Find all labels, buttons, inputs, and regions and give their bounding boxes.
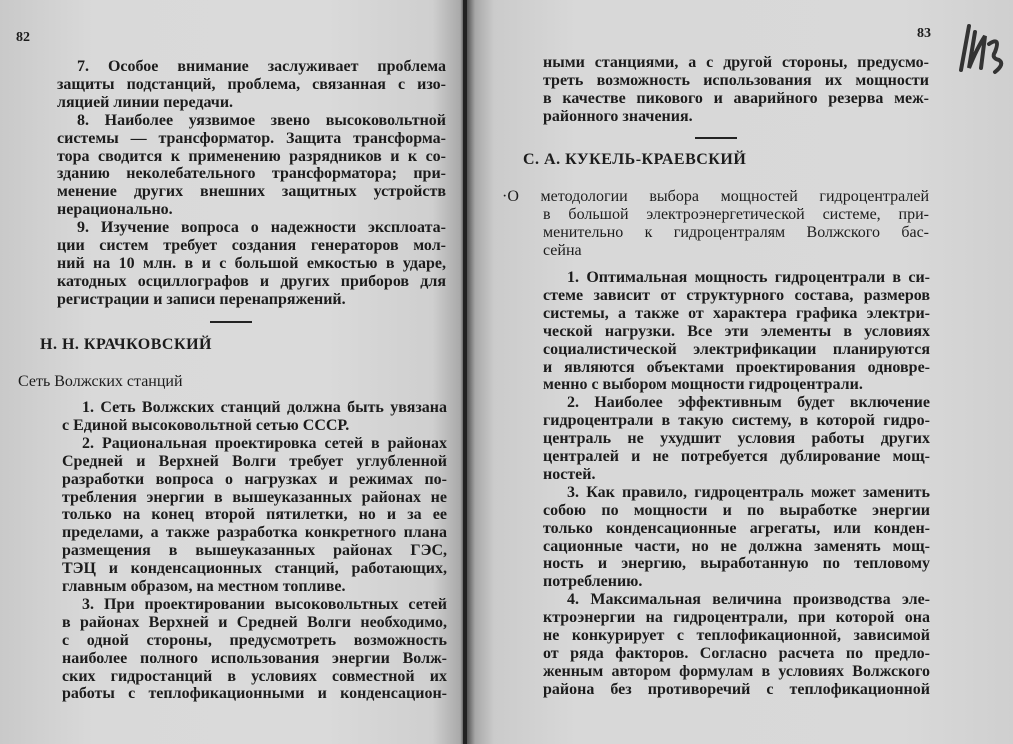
text-line: 7. Особое внимание заслуживает проблема	[77, 58, 446, 75]
text-line: централей и не потребуется дублирование мощ-	[543, 448, 930, 465]
text-line: катодных осциллографов и других приборов для	[57, 272, 446, 290]
text-line: ции систем требует создания генераторов мол-	[57, 237, 446, 254]
text-line: ТЭЦ и конденсационных станций, работающих,	[62, 560, 447, 578]
text-line: ческой нагрузки. Все эти элементы в условиях	[543, 322, 930, 340]
text-line: 3. При проектировании высоковольтных сетей	[82, 595, 447, 613]
text-line: ностей.	[543, 465, 596, 483]
text-line: регистрации и записи перенапряжений.	[57, 290, 346, 308]
text-line: ктроэнергии на гидроцентрали, при которой она	[543, 609, 930, 627]
text-line: Средней и Верхней Волги требует углубленной	[62, 452, 447, 470]
text-line: только конденсационные агрегаты, или конден-	[543, 519, 930, 537]
text-line: нерационально.	[57, 201, 173, 219]
text-line: 1. Сеть Волжских станций должна быть увязана	[82, 399, 447, 416]
text-line: 2. Наиболее эффективным будет включение	[567, 394, 930, 412]
text-line: системы, а также от характера графика электри-	[543, 304, 930, 322]
text-line: ний на 10 млн. в и с большой емкостью в ударе,	[57, 254, 446, 272]
title-line: менительно к гидроцентралям Волжского бас-	[543, 223, 929, 241]
text-line: тора сводится к применению разрядников и к со-	[57, 147, 446, 165]
text-line: ность и энергию, выработанную по тепловому	[543, 555, 930, 573]
text-line: 4. Максимальная величина производства эле-	[567, 591, 930, 609]
text-line: пределами, а также разработка конкретного плана	[62, 524, 447, 542]
page-number: 83	[917, 26, 931, 41]
text-line: 9. Изучение вопроса о надежности эксплоата-	[77, 219, 446, 237]
text-line: требления энергии в вышеуказанных районах не	[62, 488, 447, 506]
text-line: ских гидростанций в условиях совместной их	[62, 667, 447, 685]
title-line: сейна	[543, 241, 582, 259]
text-line: женным автором формулам в условиях Волжского	[543, 662, 930, 680]
text-line: стеме зависит от структурного состава, размеров	[543, 286, 930, 304]
text-line: от ряда факторов. Согласно расчета по предло-	[543, 644, 930, 662]
article-title: Сеть Волжских станций	[18, 373, 183, 390]
text-line: разработки вопроса о нагрузках и режимах по-	[62, 470, 447, 488]
text-line: районного значения.	[543, 107, 693, 125]
right-page	[467, 0, 1013, 744]
text-line: 2. Рациональная проектировка сетей в районах	[82, 434, 447, 452]
text-line: потреблению.	[543, 573, 643, 591]
text-line: не конкурирует с теплофикационной, зависимой	[543, 627, 930, 644]
text-line: с одной стороны, предусмотреть возможность	[62, 631, 447, 649]
author-heading: Н. Н. КРАЧКОВСКИЙ	[40, 336, 212, 353]
handwritten-pencil-mark	[955, 18, 1013, 78]
text-line: главным образом, на местном топливе.	[62, 578, 346, 595]
left-page	[0, 0, 465, 744]
text-line: менно с выбором мощности гидроцентрали.	[543, 376, 863, 394]
text-line: в районах Верхней и Средней Волги необходимо,	[62, 613, 447, 631]
text-line: менение других внешних защитных устройств	[57, 183, 446, 201]
section-divider	[210, 321, 252, 323]
text-line: с Единой высоковольтной сетью СССР.	[62, 416, 350, 434]
text-line: треть возможность использования их мощности	[543, 71, 929, 89]
title-line: ·О методологии выбора мощностей гидроцентралей	[502, 188, 929, 205]
section-divider	[695, 137, 737, 139]
text-line: 3. Как правило, гидроцентраль может заменить	[567, 483, 930, 501]
text-line: системы — трансформатор. Защита трансформа-	[57, 129, 446, 147]
text-line: сационные части, но не должна заменять мощ-	[543, 537, 930, 555]
text-line: размещения в вышеуказанных районах ГЭС,	[62, 542, 447, 560]
text-line: и являются объектами проектирования одновре-	[543, 358, 930, 376]
title-line: в большой электроэнергетической системе, при-	[543, 205, 929, 223]
text-line: района без противоречий с теплофикационной	[543, 680, 930, 698]
text-line: гидроцентрали в такую систему, в которой гидро-	[543, 412, 930, 430]
page-number: 82	[16, 30, 30, 45]
text-line: наиболее полного использования энергии Волж-	[62, 649, 447, 667]
text-line: защиты подстанций, проблема, связанная с изо-	[57, 75, 446, 93]
text-line: ными станциями, а с другой стороны, предусмо-	[543, 54, 929, 71]
text-line: социалистической электрификации планируются	[543, 340, 930, 358]
text-line: в качестве пикового и аварийного резерва меж-	[543, 89, 929, 107]
text-line: собою по мощности и по выработке энергии	[543, 501, 930, 519]
text-line: 8. Наиболее уязвимое звено высоковольтной	[77, 111, 446, 129]
text-line: 1. Оптимальная мощность гидроцентрали в си-	[567, 269, 930, 286]
text-line: работы с теплофикационными и конденсацион-	[62, 685, 447, 703]
text-line: зданию неколебательного трансформатора; при-	[57, 165, 446, 183]
text-line: централь не ухудшит условия работы других	[543, 430, 930, 448]
author-heading: С. А. КУКЕЛЬ-КРАЕВСКИЙ	[523, 151, 747, 168]
text-line: ляцией линии передачи.	[57, 93, 234, 111]
text-line: только на конец второй пятилетки, но и за ее	[62, 506, 447, 524]
